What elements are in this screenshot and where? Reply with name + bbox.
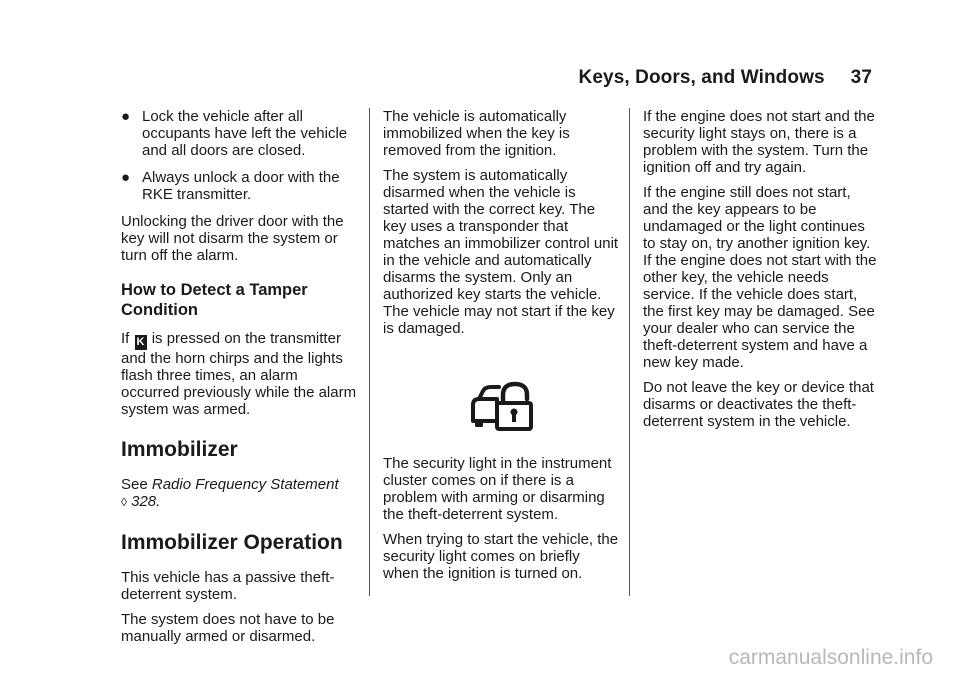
paragraph-tamper [121, 330, 357, 418]
paragraph-unlock: Unlocking the driver door with the key will not disarm the system or turn off the alarm. [121, 213, 344, 264]
paragraph-still-not-start: If the engine still does not start, and the key appears to be undamaged or the light continues to stay on, try another ignition key. If the engine does not start with the other key, the vehicle needs service. If the vehicle does start, the first key may be damaged. See your dealer who can service the theft-deterrent system and have a new key made. [643, 184, 877, 371]
see-label: See [121, 476, 148, 493]
bullet-item [121, 169, 357, 203]
column-right [643, 108, 879, 438]
tamper-post: is pressed on the transmitter and the horn chirps and the lights flash three times, an alarm occurred previously while the alarm system was armed. [121, 330, 357, 418]
page-header [579, 67, 872, 89]
page-ref-icon: ◊ [121, 495, 127, 509]
see-reference [121, 476, 357, 511]
heading-tamper: How to Detect a Tamper Condition [121, 281, 308, 319]
bullet-mark: ● [121, 108, 131, 125]
heading-immobilizer-operation: Immobilizer Operation [121, 531, 343, 554]
heading-immobilizer: Immobilizer [121, 438, 238, 461]
paragraph-auto-immobilized: The vehicle is automatically immobilized when the key is removed from the ignition. [383, 108, 570, 159]
bullet-item [121, 108, 357, 159]
reference-title: Radio Frequency Statement [151, 476, 339, 493]
cross-reference-link[interactable] [121, 476, 339, 510]
security-light-icon [469, 381, 533, 433]
bullet-text: Always unlock a door with the RKE transmitter. [142, 169, 340, 203]
paragraph-engine-not-start: If the engine does not start and the security light stays on, there is a problem with the system. Turn the ignition off and try again. [643, 108, 875, 176]
reference-page: 328. [131, 493, 161, 510]
column-left [121, 108, 357, 653]
section-title: Keys, Doors, and Windows [578, 67, 825, 88]
paragraph-auto-disarmed: The system is automatically disarmed when the vehicle is started with the correct key. The key uses a transponder that matches an immobilizer control unit in the vehicle and automatically disarms the system. Only an authorized key starts the vehicle. The vehicle may not start if the key is damaged. [383, 167, 619, 337]
column-divider [369, 108, 370, 596]
bullet-text: Lock the vehicle after all occupants have left the vehicle and all doors are closed. [142, 108, 348, 159]
column-divider [629, 108, 630, 596]
watermark-text: carmanualsonline.info [728, 646, 933, 669]
paragraph-passive: This vehicle has a passive theft-deterrent system. [121, 569, 335, 603]
column-middle [383, 108, 619, 590]
lock-key-icon: K [135, 335, 147, 350]
bullet-mark: ● [121, 169, 131, 186]
paragraph-security-light: The security light in the instrument cluster comes on if there is a problem with arming or disarming the theft-deterrent system. [383, 455, 612, 523]
tamper-pre: If [121, 330, 130, 347]
paragraph-not-armed: The system does not have to be manually armed or disarmed. [121, 611, 335, 645]
page-number: 37 [850, 67, 872, 88]
paragraph-trying-start: When trying to start the vehicle, the security light comes on briefly when the ignition is turned on. [383, 531, 619, 582]
paragraph-do-not-leave: Do not leave the key or device that disarms or deactivates the theft-deterrent system in the vehicle. [643, 379, 874, 430]
